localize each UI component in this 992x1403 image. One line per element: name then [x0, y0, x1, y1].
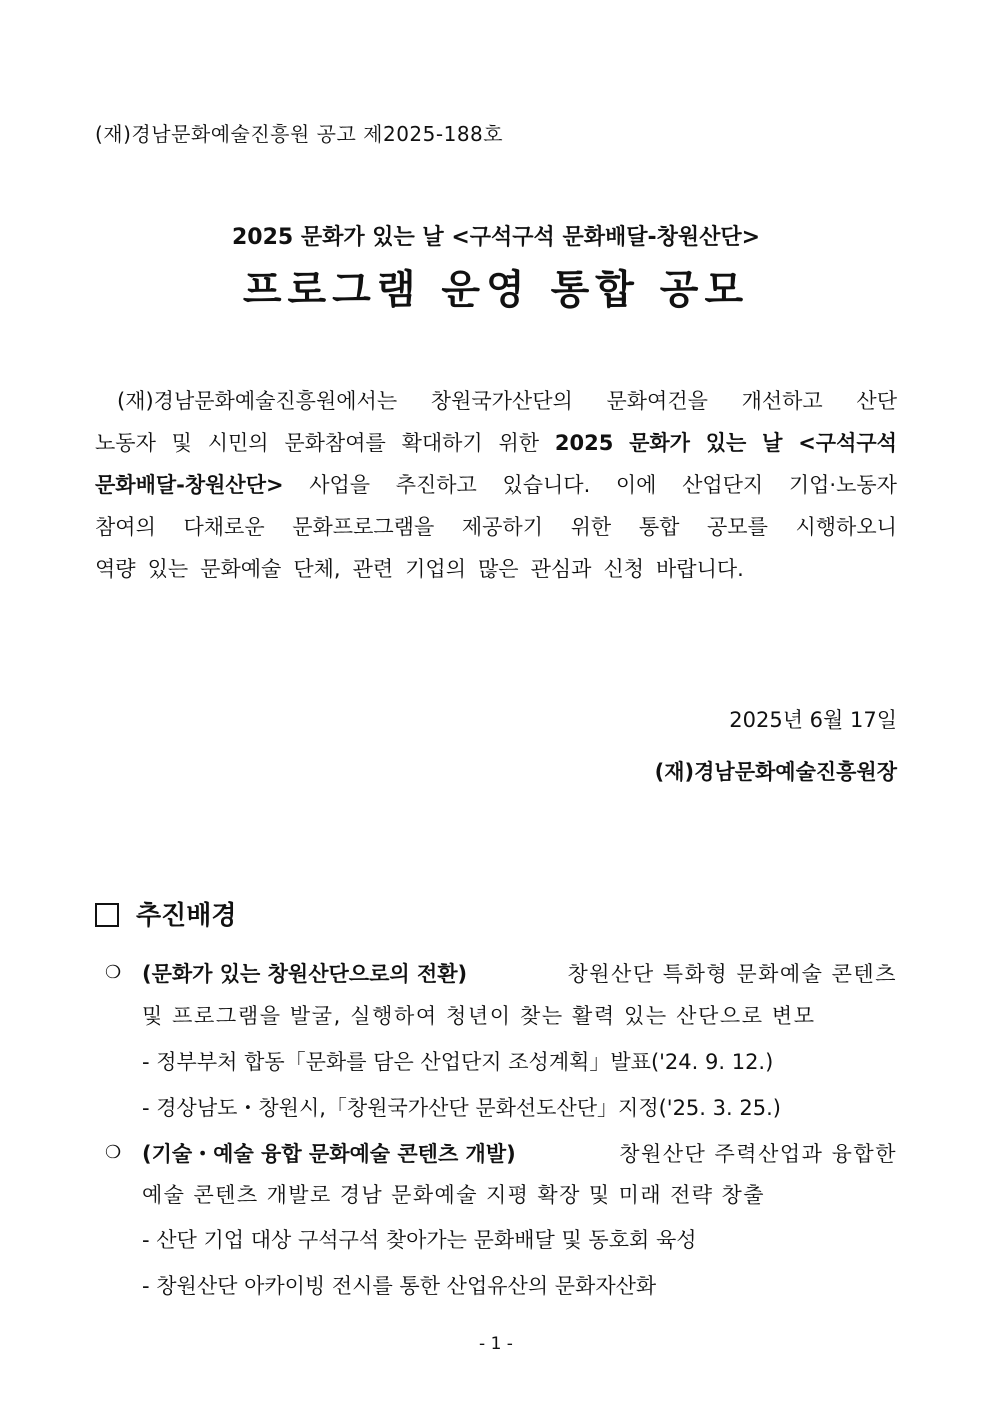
document-subtitle: 2025 문화가 있는 날 <구석구석 문화배달-창원산단> [231, 225, 761, 250]
item-heading: (기술・예술 융합 문화예술 콘텐츠 개발) [142, 1142, 516, 1166]
intro-line-5 [95, 548, 897, 590]
intro-word: 관심과 [530, 557, 592, 581]
intro-word: 이에 [615, 473, 657, 497]
intro-word: 기업·노동자 [788, 473, 897, 497]
intro-line-3 [95, 464, 897, 506]
notice-number: (재)경남문화예술진흥원 공고 제2025-188호 [95, 122, 504, 146]
item-2-line-2: 예술 콘텐츠 개발로 경남 문화예술 지평 확장 및 미래 전략 창출 [142, 1183, 765, 1207]
intro-word: (재)경남문화예술진흥원에서는 [117, 389, 398, 413]
intro-paragraph [95, 380, 897, 590]
intro-word: 추진하고 [395, 473, 477, 497]
item-2-line-1 [142, 1138, 897, 1168]
intro-word: 공모를 [707, 515, 768, 539]
intro-bold-word: 날 [762, 431, 783, 455]
intro-word: 신청 [603, 557, 645, 581]
announcement-date: 2025년 6월 17일 [729, 708, 897, 732]
intro-bold-word: 2025 [554, 431, 614, 455]
intro-bold-word: 문화배달-창원산단> [95, 473, 284, 497]
issuing-organization: (재)경남문화예술진흥원장 [654, 760, 897, 784]
intro-word: 창원국가산단의 [430, 389, 573, 413]
intro-bold-word: <구석구석 [798, 431, 897, 455]
intro-word: 역량 [95, 557, 136, 581]
intro-bold-word: 문화가 [629, 431, 690, 455]
bullet-circle-icon: ❍ [105, 1142, 122, 1163]
intro-line-1 [95, 380, 897, 422]
intro-word: 위한 [570, 515, 612, 539]
intro-bold-word: 있는 [705, 431, 747, 455]
bullet-circle-icon: ❍ [105, 962, 122, 983]
page-number: - 1 - [479, 1334, 513, 1354]
intro-word: 문화여건을 [606, 389, 708, 413]
item-1-sub-2: - 경상남도・창원시,「창원국가산단 문화선도산단」지정('25. 3. 25.) [142, 1096, 781, 1120]
item-text: 창원산단 특화형 문화예술 콘텐츠 [567, 962, 897, 986]
intro-word: 있습니다. [502, 473, 591, 497]
intro-word: 통합 [638, 515, 680, 539]
intro-word: 위한 [498, 431, 540, 455]
intro-word: 시행하오니 [795, 515, 897, 539]
item-2-sub-2: - 창원산단 아카이빙 전시를 통한 산업유산의 문화자산화 [142, 1274, 657, 1298]
intro-word: 노동자 [95, 431, 156, 455]
item-1-sub-1: - 정부부처 합동「문화를 담은 산업단지 조성계획」발표('24. 9. 12.) [142, 1050, 774, 1074]
intro-word: 단체, [293, 557, 341, 581]
intro-word: 다채로운 [183, 515, 265, 539]
section-checkbox-icon [95, 903, 119, 927]
item-text: 창원산단 주력산업과 융합한 [619, 1142, 897, 1166]
intro-word: 시민의 [207, 431, 269, 455]
intro-word: 제공하기 [461, 515, 544, 539]
item-2-sub-1: - 산단 기업 대상 구석구석 찾아가는 문화배달 및 동호회 육성 [142, 1228, 697, 1252]
intro-word: 문화프로그램을 [292, 515, 435, 539]
intro-word: 기업의 [405, 557, 466, 581]
item-1-line-2: 및 프로그램을 발굴, 실행하여 청년이 찾는 활력 있는 산단으로 변모 [142, 1004, 816, 1028]
intro-word: 참여의 [95, 515, 156, 539]
intro-word: 관련 [352, 557, 394, 581]
intro-line-2 [95, 422, 897, 464]
intro-word: 산업단지 [682, 473, 764, 497]
intro-word: 많은 [478, 557, 519, 581]
intro-word: 문화참여를 [284, 431, 386, 455]
intro-word: 사업을 [309, 473, 371, 497]
intro-word: 바랍니다. [656, 557, 744, 581]
item-1-line-1 [142, 958, 897, 988]
item-heading: (문화가 있는 창원산단으로의 전환) [142, 962, 468, 986]
section-title: 추진배경 [136, 901, 237, 931]
intro-line-4 [95, 506, 897, 548]
intro-word: 확대하기 [401, 431, 483, 455]
document-title: 프로그램 운영 통합 공모 [242, 267, 750, 313]
intro-word: 및 [171, 431, 192, 455]
intro-word: 문화예술 [200, 557, 282, 581]
intro-word: 산단 [856, 389, 897, 413]
intro-word: 개선하고 [741, 389, 823, 413]
intro-word: 있는 [147, 557, 189, 581]
